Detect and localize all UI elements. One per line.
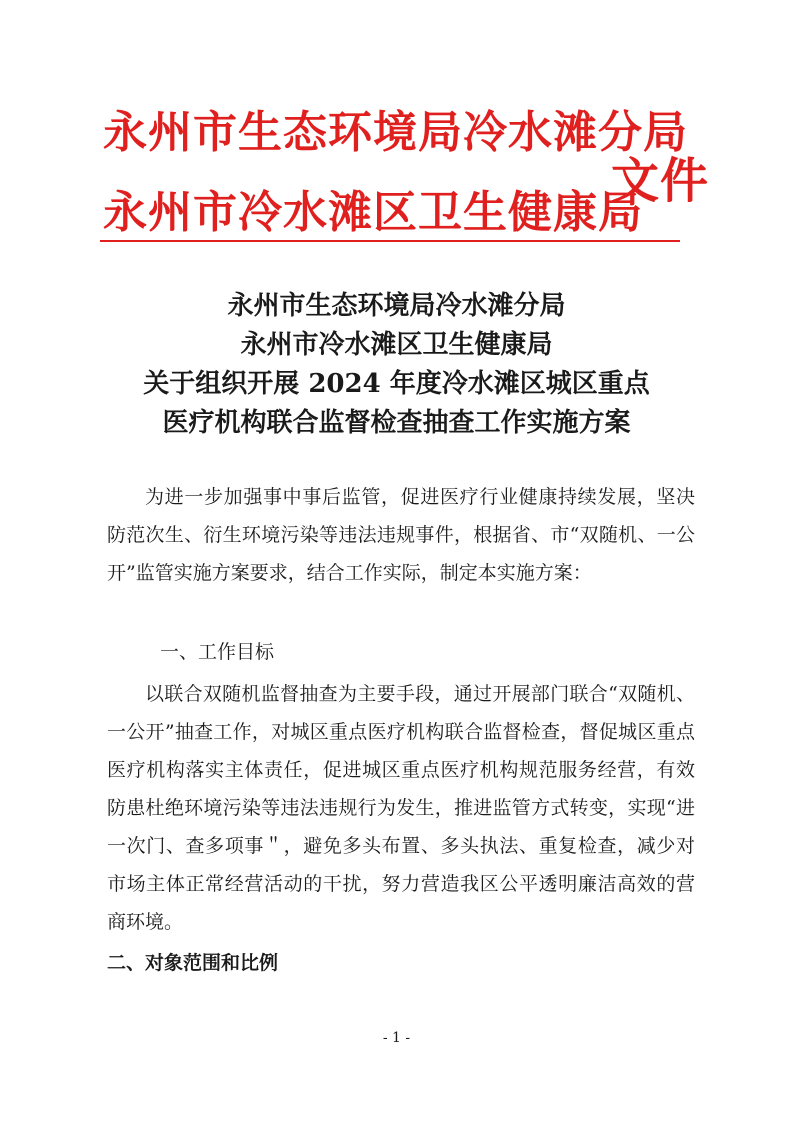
section-heading-scope: 二、对象范围和比例	[107, 952, 279, 974]
section-heading-goals: 一、工作目标	[160, 641, 275, 663]
red-separator-line	[100, 240, 680, 242]
goals-paragraph: 以联合双随机监督抽查为主要手段，通过开展部门联合“双随机、一公开”抽查工作，对城区重点医疗机构联合监督检查，督促城区重点医疗机构落实主体责任，促进城区重点医疗机构规范服务经营，有效防患杜绝环境污染等违法违规行为发生，推进监管方式转变，实现“进一次门、查多项事＂，避免多头布置、多头执法、重复检查，减少对市场主体正常经营活动的干扰，努力营造我区公平透明廉洁高效的营商环境。	[107, 683, 695, 933]
document-title-line-1: 永州市生态环境局冷水滩分局	[227, 291, 566, 321]
page-number: - 1 -	[382, 1030, 411, 1046]
intro-paragraph: 为进一步加强事中事后监管，促进医疗行业健康持续发展，坚决防范次生、衍生环境污染等违法违规事件，根据省、市“双随机、一公开”监管实施方案要求，结合工作实际，制定本实施方案：	[107, 486, 695, 584]
letterhead-line-1: 永州市生态环境局冷水滩分局	[103, 107, 688, 158]
document-title-line-4: 医疗机构联合监督检查抽查工作实施方案	[162, 408, 631, 438]
letterhead-document-word: 文件	[611, 153, 710, 209]
document-title-line-3: 关于组织开展 2024 年度冷水滩区城区重点	[143, 369, 650, 399]
document-title-line-2: 永州市冷水滩区卫生健康局	[240, 330, 553, 360]
letterhead-line-2: 永州市冷水滩区卫生健康局	[103, 187, 643, 238]
